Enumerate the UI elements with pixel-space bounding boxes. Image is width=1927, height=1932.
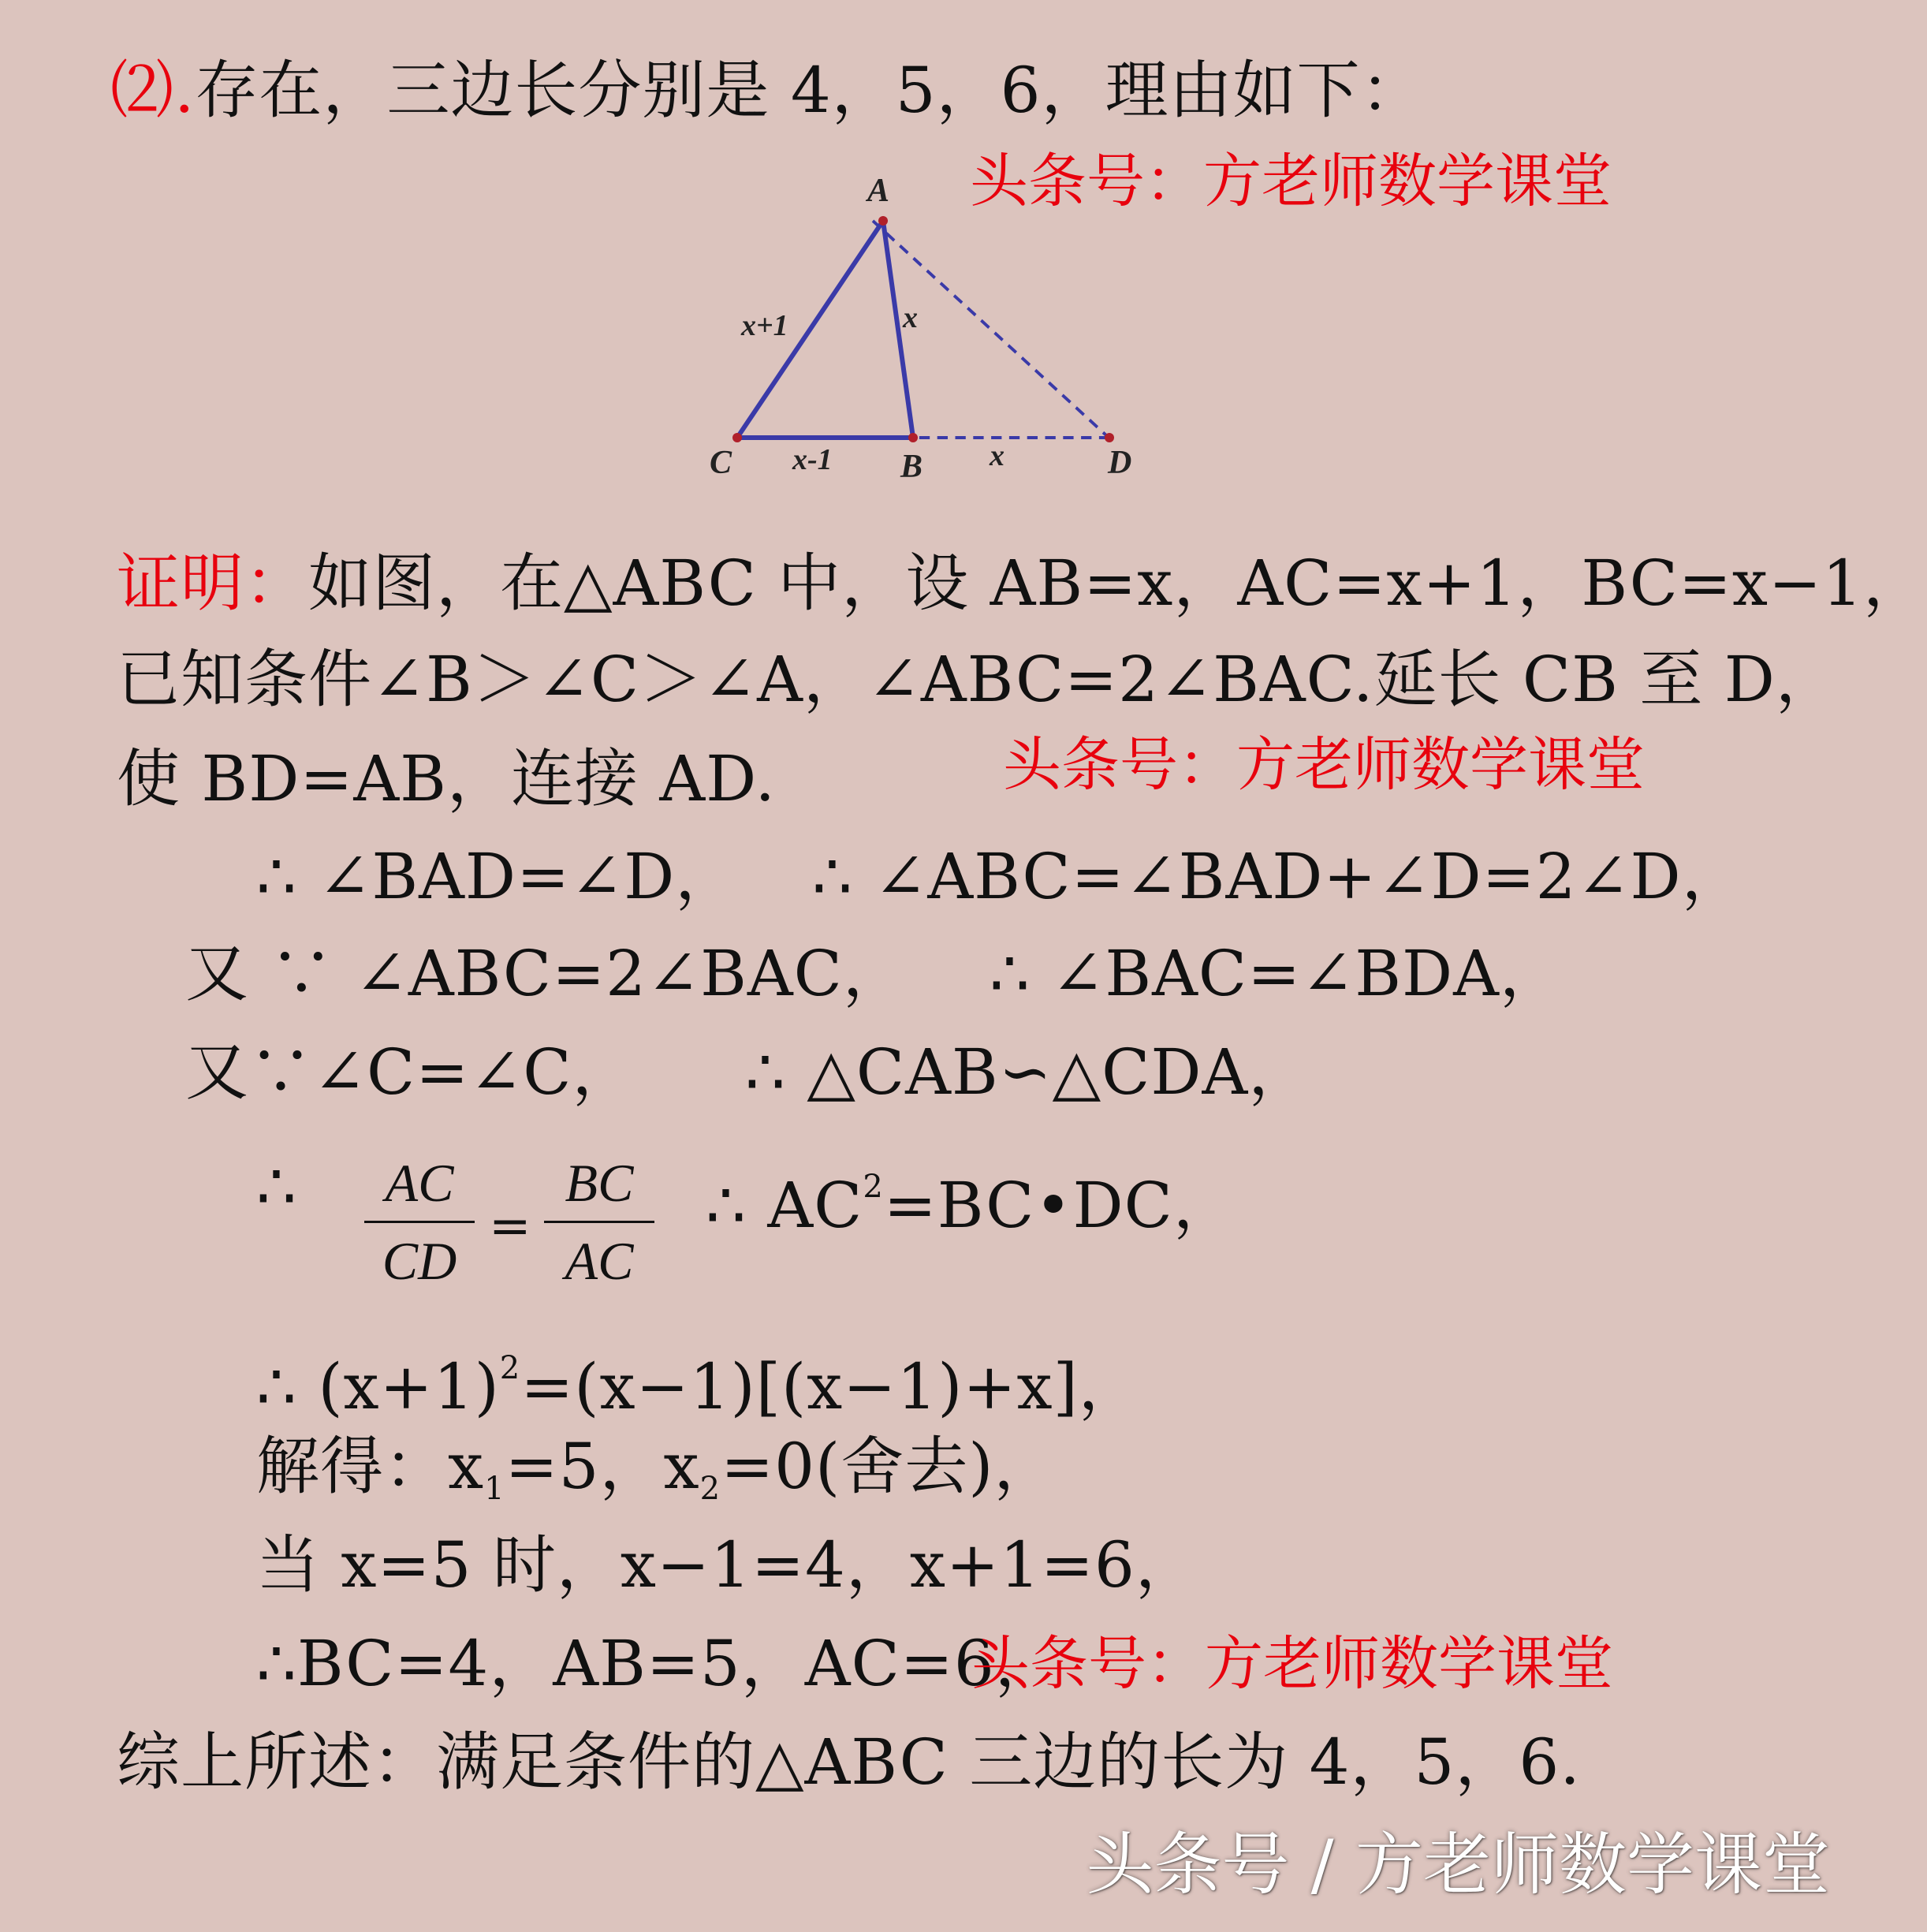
fraction-ac-cd bbox=[364, 1151, 475, 1292]
fraction-1-numerator: AC bbox=[385, 1153, 454, 1213]
step-6-c: =0(舍去)， bbox=[721, 1430, 1058, 1503]
step-3b: ∴ △CAB∽△CDA， bbox=[745, 1035, 1313, 1109]
step-4b bbox=[706, 1147, 1237, 1245]
step-1a: ∴ ∠BAD=∠D， bbox=[256, 840, 740, 913]
step-5 bbox=[256, 1329, 1142, 1427]
label-d: D bbox=[1108, 445, 1132, 481]
label-side-ab: x bbox=[903, 301, 918, 334]
step-8: ∴BC=4，AB=5，AC=6， bbox=[256, 1627, 1059, 1700]
label-b: B bbox=[900, 449, 923, 485]
step-4-therefore: ∴ bbox=[256, 1150, 297, 1223]
step-4b-sup: 2 bbox=[863, 1169, 884, 1205]
step-5-sup: 2 bbox=[499, 1350, 521, 1386]
brand-mark-3: 头条号：方老师数学课堂 bbox=[971, 1630, 1613, 1698]
fraction-bc-ac bbox=[544, 1151, 654, 1292]
step-6-sub1: 1 bbox=[484, 1471, 505, 1507]
step-6 bbox=[256, 1427, 1057, 1528]
step-6-b: =5，x bbox=[505, 1430, 700, 1503]
point-c bbox=[732, 433, 742, 442]
step-6-sub2: 2 bbox=[699, 1471, 721, 1507]
proof-line-1 bbox=[117, 544, 1927, 623]
step-2b: ∴ ∠BAC=∠BDA， bbox=[990, 937, 1564, 1010]
step-4b-pre: ∴ AC bbox=[706, 1169, 863, 1242]
point-a bbox=[878, 216, 888, 226]
intro-line bbox=[110, 51, 1425, 130]
conclusion: 综上所述：满足条件的△ABC 三边的长为 4，5，6. bbox=[117, 1725, 1581, 1799]
step-7: 当 x=5 时，x−1=4，x+1=6， bbox=[256, 1528, 1199, 1602]
label-side-ac: x+1 bbox=[741, 309, 788, 342]
fraction-2-bar bbox=[544, 1221, 654, 1223]
point-d bbox=[1105, 433, 1114, 442]
intro-text: 存在，三边长分别是 4，5，6，理由如下： bbox=[195, 54, 1425, 127]
step-2a: 又 ∵ ∠ABC=2∠BAC， bbox=[185, 937, 907, 1010]
proof-line-1-text: 如图，在△ABC 中，设 AB=x，AC=x+1，BC=x−1， bbox=[308, 546, 1927, 620]
brand-mark-2: 头条号：方老师数学课堂 bbox=[1003, 731, 1645, 799]
label-c: C bbox=[710, 445, 732, 481]
step-5-post: =(x−1)[(x−1)+x]， bbox=[520, 1350, 1142, 1423]
step-3a: 又∵∠C=∠C， bbox=[185, 1035, 636, 1109]
part-number: ⑵. bbox=[110, 54, 196, 127]
fraction-1-denominator: CD bbox=[382, 1231, 457, 1291]
proof-label: 证明： bbox=[117, 546, 308, 620]
step-4b-post: =BC•DC， bbox=[883, 1169, 1237, 1242]
label-side-bd: x bbox=[990, 439, 1004, 472]
label-side-cb: x-1 bbox=[792, 443, 833, 476]
fraction-1-bar bbox=[364, 1221, 475, 1223]
triangle-figure bbox=[678, 162, 1132, 493]
brand-mark-1: 头条号：方老师数学课堂 bbox=[970, 147, 1612, 215]
label-a: A bbox=[867, 173, 890, 209]
step-6-a: 解得：x bbox=[256, 1430, 485, 1503]
proof-line-2: 已知条件∠B＞∠C＞∠A，∠ABC=2∠BAC.延长 CB 至 D， bbox=[117, 643, 1839, 716]
point-b bbox=[908, 433, 918, 442]
fraction-2-numerator: BC bbox=[565, 1153, 634, 1213]
watermark: 头条号 / 方老师数学课堂 bbox=[1086, 1826, 1830, 1904]
step-1b: ∴ ∠ABC=∠BAD+∠D=2∠D， bbox=[812, 840, 1746, 913]
step-5-pre: ∴ (x+1) bbox=[256, 1350, 500, 1423]
fraction-2-denominator: AC bbox=[565, 1231, 634, 1291]
proof-line-3: 使 BD=AB，连接 AD. bbox=[117, 742, 776, 815]
fraction-equals: = bbox=[489, 1197, 532, 1255]
